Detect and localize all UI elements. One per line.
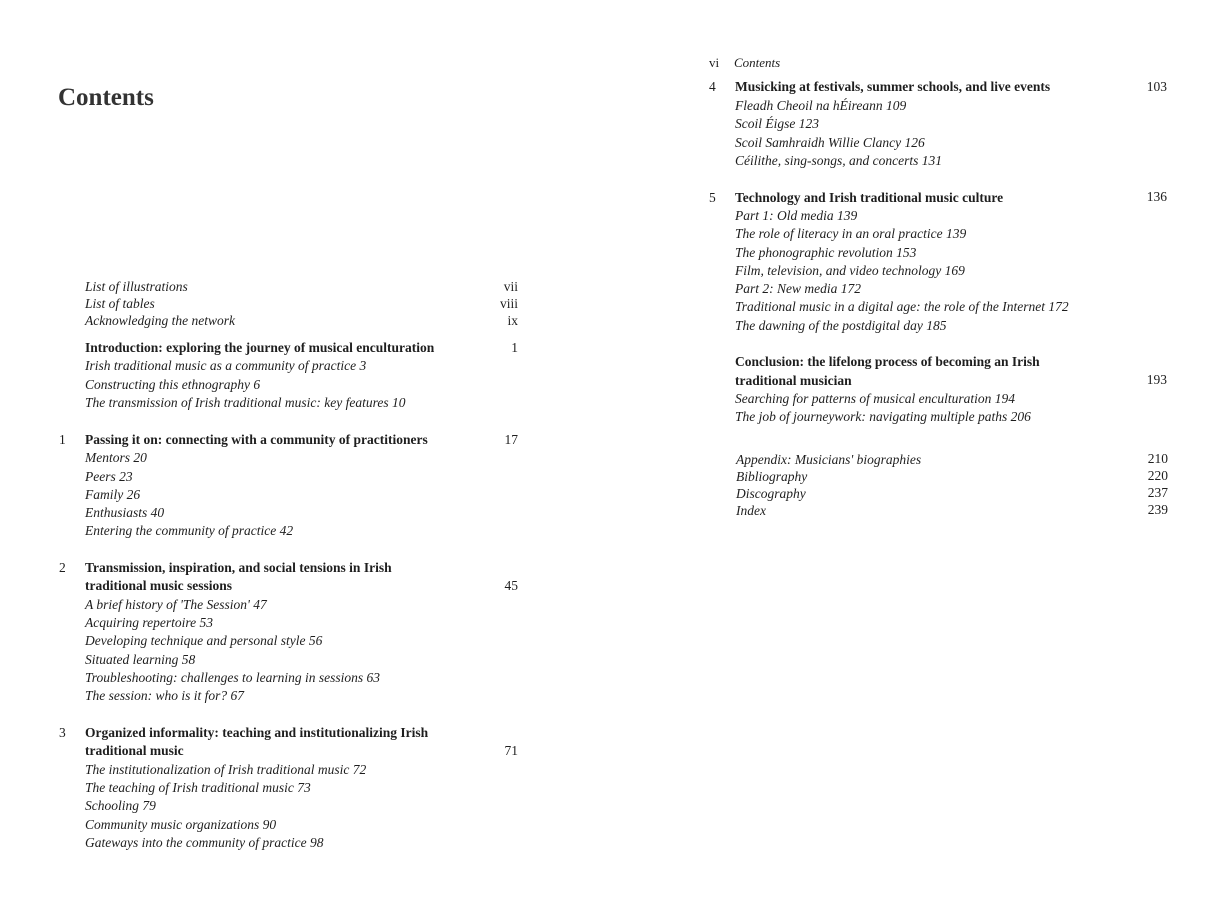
toc-subentry: The session: who is it for? 67 xyxy=(85,688,245,703)
toc-heading-conclusion-line1: Conclusion: the lifelong process of becoming an Irish xyxy=(735,354,1040,369)
toc-heading-chapter-1: Passing it on: connecting with a community of practitioners xyxy=(85,432,428,447)
toc-entry-illustrations: List of illustrations xyxy=(85,279,188,294)
toc-entry-tables: List of tables xyxy=(85,296,155,311)
toc-subentry: Fleadh Cheoil na hÉireann 109 xyxy=(735,98,907,113)
toc-subentry: Mentors 20 xyxy=(85,450,147,465)
toc-subentry: Part 2: New media 172 xyxy=(735,281,861,296)
toc-heading-chapter-2-line1: Transmission, inspiration, and social tensions in Irish xyxy=(85,560,392,575)
toc-subentry: Traditional music in a digital age: the role of the Internet 172 xyxy=(735,299,1069,314)
toc-subentry: Irish traditional music as a community of practice 3 xyxy=(85,358,367,373)
toc-entry-index: Index xyxy=(736,503,766,518)
toc-subentry: Developing technique and personal style 56 xyxy=(85,633,323,648)
toc-subentry: Scoil Éigse 123 xyxy=(735,116,819,131)
toc-subentry: Troubleshooting: challenges to learning in sessions 63 xyxy=(85,670,380,685)
chapter-number: 4 xyxy=(709,79,716,94)
toc-heading-chapter-3-line2: traditional music xyxy=(85,743,184,758)
toc-subentry: Community music organizations 90 xyxy=(85,817,277,832)
toc-page-chapter-5: 136 xyxy=(1146,189,1167,204)
toc-subentry: Film, television, and video technology 169 xyxy=(735,263,965,278)
chapter-number: 3 xyxy=(59,725,66,740)
toc-subentry: Constructing this ethnography 6 xyxy=(85,377,261,392)
chapter-number: 2 xyxy=(59,560,66,575)
toc-heading-chapter-5: Technology and Irish traditional music culture xyxy=(735,190,1004,205)
toc-entry-bibliography: Bibliography xyxy=(736,469,808,484)
toc-subentry: The role of literacy in an oral practice 139 xyxy=(735,226,967,241)
toc-subentry: Situated learning 58 xyxy=(85,652,196,667)
toc-subentry: Family 26 xyxy=(85,487,141,502)
toc-heading-chapter-3-line1: Organized informality: teaching and institutionalizing Irish xyxy=(85,725,429,740)
toc-subentry: The dawning of the postdigital day 185 xyxy=(735,318,947,333)
toc-subentry: Céilithe, sing-songs, and concerts 131 xyxy=(735,153,942,168)
toc-subentry: A brief history of 'The Session' 47 xyxy=(85,597,267,612)
toc-subentry: Schooling 79 xyxy=(85,798,156,813)
toc-subentry: Acquiring repertoire 53 xyxy=(85,615,213,630)
toc-subentry: Enthusiasts 40 xyxy=(85,505,165,520)
toc-subentry: Scoil Samhraidh Willie Clancy 126 xyxy=(735,135,925,150)
toc-page-index: 239 xyxy=(1147,502,1168,517)
toc-subentry: The job of journeywork: navigating multiple paths 206 xyxy=(735,409,1031,424)
toc-page-chapter-2: 45 xyxy=(504,578,518,593)
toc-page-introduction: 1 xyxy=(511,340,518,355)
chapter-number: 5 xyxy=(709,190,716,205)
toc-entry-appendix: Appendix: Musicians' biographies xyxy=(736,452,922,467)
toc-subentry: Part 1: Old media 139 xyxy=(735,208,858,223)
toc-heading-conclusion-line2: traditional musician xyxy=(735,373,852,388)
toc-heading-introduction: Introduction: exploring the journey of musical enculturation xyxy=(85,340,435,355)
toc-page-appendix: 210 xyxy=(1147,451,1168,466)
toc-entry-acknowledgements: Acknowledging the network xyxy=(85,313,235,328)
toc-page-chapter-4: 103 xyxy=(1146,79,1167,94)
toc-subentry: Peers 23 xyxy=(85,469,133,484)
chapter-number: 1 xyxy=(59,432,66,447)
toc-page-conclusion: 193 xyxy=(1146,372,1167,387)
toc-heading-chapter-2-line2: traditional music sessions xyxy=(85,578,233,593)
toc-heading-chapter-4: Musicking at festivals, summer schools, and live events xyxy=(735,79,1051,94)
toc-subentry: The teaching of Irish traditional music 73 xyxy=(85,780,311,795)
toc-page-tables: viii xyxy=(499,296,518,311)
running-head-folio: vi xyxy=(709,55,720,70)
toc-subentry: The phonographic revolution 153 xyxy=(735,245,917,260)
toc-subentry: Gateways into the community of practice 98 xyxy=(85,835,324,850)
running-head-label: Contents xyxy=(734,55,781,70)
toc-subentry: The institutionalization of Irish traditional music 72 xyxy=(85,762,367,777)
toc-entry-discography: Discography xyxy=(736,486,806,501)
toc-subentry: The transmission of Irish traditional music: key features 10 xyxy=(85,395,406,410)
page-title: Contents xyxy=(58,84,154,111)
toc-page-discography: 237 xyxy=(1147,485,1168,500)
toc-page-bibliography: 220 xyxy=(1147,468,1168,483)
toc-page-chapter-3: 71 xyxy=(504,743,518,758)
toc-subentry: Searching for patterns of musical enculturation 194 xyxy=(735,391,1015,406)
toc-page-acknowledgements: ix xyxy=(507,313,518,328)
toc-page-illustrations: vii xyxy=(503,279,518,294)
toc-subentry: Entering the community of practice 42 xyxy=(85,523,294,538)
toc-page-chapter-1: 17 xyxy=(504,432,518,447)
